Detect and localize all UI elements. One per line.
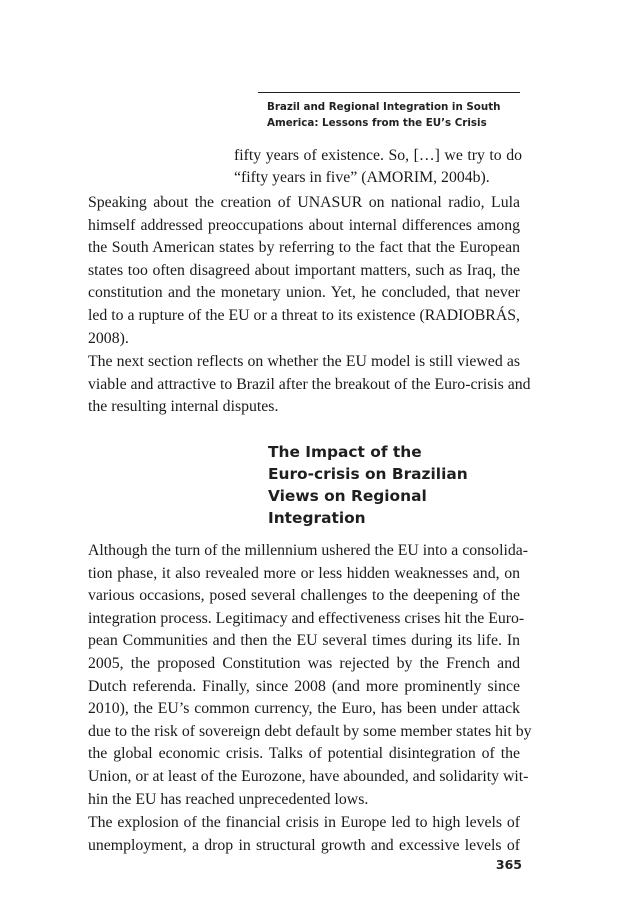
heading-line: Euro-crisis on Brazilian <box>268 465 468 483</box>
text-line: The explosion of the financial crisis in Europe led to high levels of <box>88 814 520 831</box>
text-line: pean Communities and then the EU several times during its life. In <box>88 632 520 650</box>
text-line: the global economic crisis. Talks of potential disintegration of the <box>88 745 520 763</box>
text-line: hin the EU has reached unprecedented lows. <box>88 790 369 808</box>
paragraph-millennium <box>88 540 532 811</box>
text-line: Union, or at least of the Eurozone, have abounded, and solidarity wit- <box>88 767 529 785</box>
text-line: the South American states by referring to the fact that the European <box>88 239 520 257</box>
text-line: tion phase, it also revealed more or less hidden weaknesses and, on <box>88 564 520 582</box>
text-line: various occasions, posed several challenges to the deepening of the <box>88 587 520 605</box>
text-line: The next section reflects on whether the EU model is still viewed as <box>88 353 520 370</box>
text-line: led to a rupture of the EU or a threat to its existence (RADIOBRÁS, <box>88 306 520 324</box>
text-line: Although the turn of the millennium ushered the EU into a consolida- <box>88 542 529 559</box>
text-line: constitution and the monetary union. Yet, he concluded, that never <box>88 284 520 302</box>
text-line: unemployment, a drop in structural growth and excessive levels of <box>88 836 520 854</box>
quote-line: “fifty years in five” (AMORIM, 2004b). <box>234 169 490 186</box>
text-line: himself addressed preoccupations about internal differences among <box>88 216 520 234</box>
text-line: viable and attractive to Brazil after the breakout of the Euro-crisis and <box>88 375 531 393</box>
text-line: the resulting internal disputes. <box>88 398 279 416</box>
block-quote-continuation <box>234 145 522 189</box>
paragraph-unasur-radio <box>88 192 520 350</box>
running-head-line: Brazil and Regional Integration in South <box>267 101 501 113</box>
text-line: 2005, the proposed Constitution was rejected by the French and <box>88 654 520 672</box>
paragraph-next-section <box>88 351 531 419</box>
running-head <box>267 99 527 131</box>
paragraph-financial-crisis <box>88 812 520 857</box>
text-line: 2008). <box>88 329 129 347</box>
heading-line: The Impact of the <box>268 443 422 461</box>
heading-line: Views on Regional <box>268 487 427 505</box>
text-line: integration process. Legitimacy and effectiveness crises hit the Euro- <box>88 609 525 627</box>
running-head-rule <box>258 92 520 93</box>
quote-line: fifty years of existence. So, […] we try to do <box>234 147 522 164</box>
text-line: states too often disagreed about important matters, such as Iraq, the <box>88 261 520 279</box>
page-number: 365 <box>495 857 522 872</box>
text-line: Dutch referenda. Finally, since 2008 (and more prominently since <box>88 677 520 695</box>
heading-line: Integration <box>268 509 366 527</box>
text-line: due to the risk of sovereign debt default by some member states hit by <box>88 722 532 740</box>
running-head-line: America: Lessons from the EU’s Crisis <box>267 117 487 129</box>
section-heading <box>268 441 528 529</box>
text-line: 2010), the EU’s common currency, the Euro, has been under attack <box>88 700 520 718</box>
text-line: Speaking about the creation of UNASUR on national radio, Lula <box>88 194 520 211</box>
